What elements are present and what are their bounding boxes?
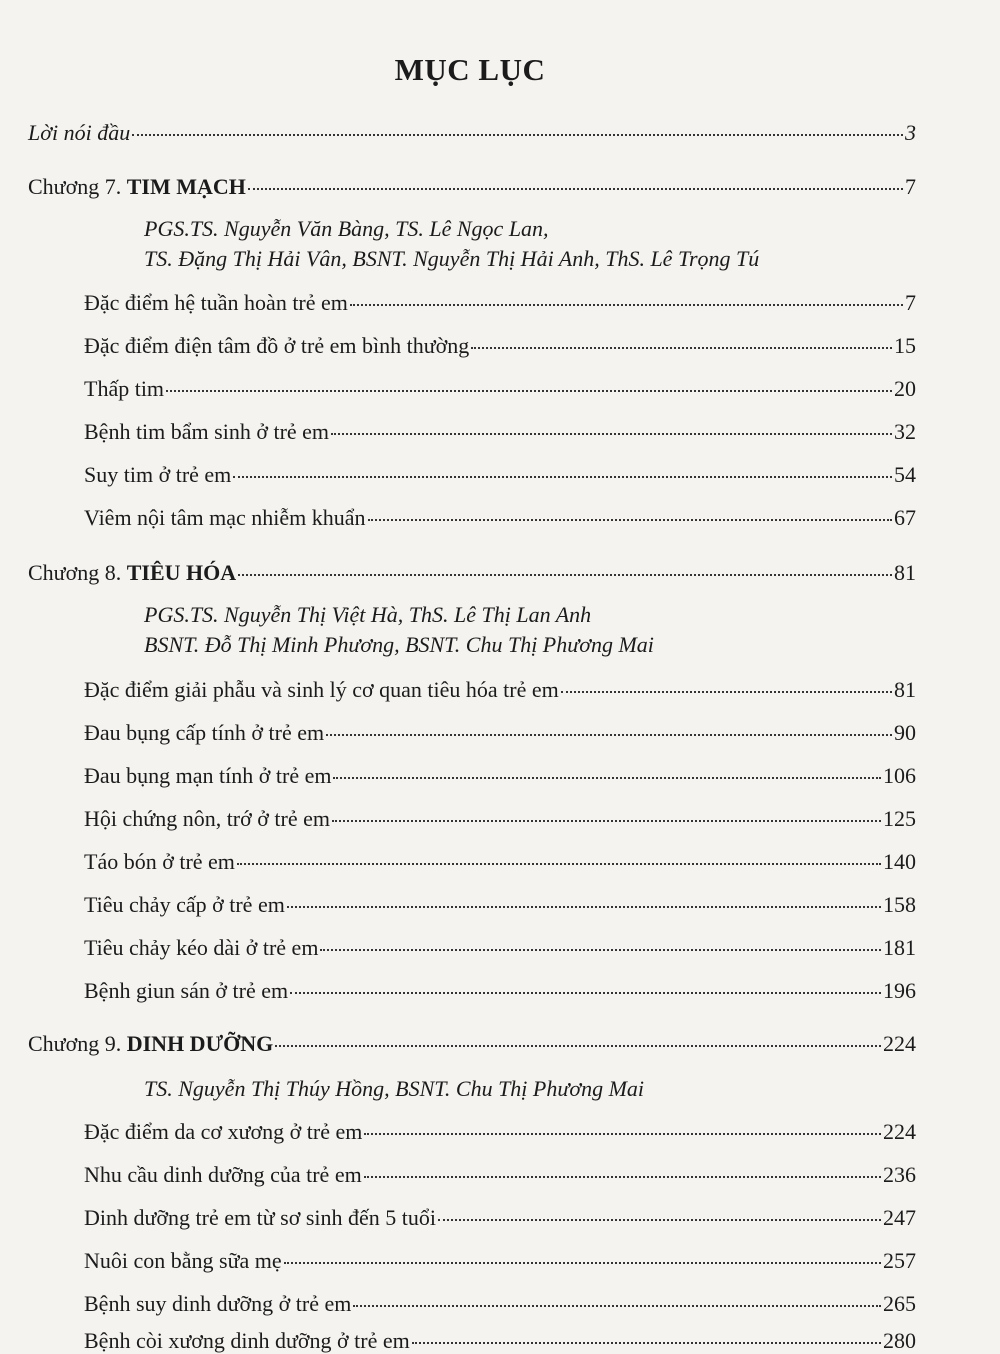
chapter-number: Chương 7.	[28, 174, 122, 199]
toc-chapter-8	[28, 560, 916, 586]
toc-label: Bệnh tim bẩm sinh ở trẻ em	[84, 419, 330, 444]
toc-label: Đặc điểm giải phẫu và sinh lý cơ quan tiêu hóa trẻ em	[84, 677, 559, 702]
toc-label: Bệnh còi xương dinh dưỡng ở trẻ em	[84, 1328, 410, 1353]
author-line: PGS.TS. Nguyễn Văn Bàng, TS. Lê Ngọc Lan,	[144, 216, 549, 241]
toc-page-number: 158	[883, 892, 916, 917]
toc-section	[84, 376, 916, 402]
page-title: MỤC LỤC	[394, 52, 546, 87]
toc-page-number: 257	[883, 1248, 916, 1273]
dot-leader	[350, 304, 903, 306]
toc-label: Dinh dưỡng trẻ em từ sơ sinh đến 5 tuổi	[84, 1205, 437, 1230]
toc-page-number: 247	[883, 1205, 916, 1230]
toc-page-number: 125	[883, 806, 916, 831]
dot-leader	[248, 188, 903, 190]
toc-label: Thấp tim	[84, 376, 165, 401]
dot-leader	[238, 574, 892, 576]
dot-leader	[284, 1262, 881, 1264]
chapter-authors	[144, 600, 654, 660]
toc-label: Viêm nội tâm mạc nhiễm khuẩn	[84, 505, 366, 530]
toc-page-number: 67	[894, 505, 916, 530]
chapter-number: Chương 9.	[28, 1031, 122, 1056]
dot-leader	[333, 777, 881, 779]
author-line: TS. Nguyễn Thị Thúy Hồng, BSNT. Chu Thị Phương Mai	[144, 1076, 645, 1101]
toc-section	[84, 1328, 916, 1354]
dot-leader	[368, 519, 892, 521]
dot-leader	[166, 390, 892, 392]
toc-label: Đau bụng cấp tính ở trẻ em	[84, 720, 325, 745]
toc-page-number: 90	[894, 720, 916, 745]
toc-section	[84, 978, 916, 1004]
toc-label: Đặc điểm da cơ xương ở trẻ em	[84, 1119, 363, 1144]
toc-page-number: 81	[894, 560, 916, 585]
toc-section	[84, 1162, 916, 1188]
dot-leader	[438, 1219, 881, 1221]
toc-label: Đau bụng mạn tính ở trẻ em	[84, 763, 332, 788]
chapter-name: DINH DƯỠNG	[126, 1031, 274, 1056]
toc-label: Tiêu chảy cấp ở trẻ em	[84, 892, 285, 917]
toc-label: Suy tim ở trẻ em	[84, 462, 232, 487]
dot-leader	[237, 863, 881, 865]
toc-section	[84, 849, 916, 875]
toc-section	[84, 290, 916, 316]
author-line: BSNT. Đỗ Thị Minh Phương, BSNT. Chu Thị Phương Mai	[144, 632, 654, 657]
dot-leader	[290, 992, 881, 994]
toc-chapter-9	[28, 1031, 916, 1057]
toc-label: Đặc điểm hệ tuần hoàn trẻ em	[84, 290, 348, 315]
toc-label: Đặc điểm điện tâm đồ ở trẻ em bình thường	[84, 333, 470, 358]
toc-section	[84, 1205, 916, 1231]
dot-leader	[353, 1305, 881, 1307]
dot-leader	[471, 347, 892, 349]
chapter-name: TIÊU HÓA	[126, 560, 237, 585]
toc-label: Nuôi con bằng sữa mẹ	[84, 1248, 282, 1273]
toc-section	[84, 419, 916, 445]
toc-page-number: 106	[883, 763, 916, 788]
author-line: PGS.TS. Nguyễn Thị Việt Hà, ThS. Lê Thị Lan Anh	[144, 602, 592, 627]
toc-section	[84, 1248, 916, 1274]
toc-page-number: 224	[883, 1031, 916, 1056]
toc-page-number: 280	[883, 1328, 916, 1353]
chapter-authors	[144, 214, 759, 274]
toc-section	[84, 1119, 916, 1145]
dot-leader	[132, 134, 903, 136]
toc-entry-front	[28, 120, 916, 146]
toc-label: Lời nói đầu	[28, 120, 131, 145]
toc-page-number: 7	[905, 174, 916, 199]
toc-label: Nhu cầu dinh dưỡng của trẻ em	[84, 1162, 362, 1187]
toc-label: Bệnh suy dinh dưỡng ở trẻ em	[84, 1291, 352, 1316]
toc-page-number: 54	[894, 462, 916, 487]
chapter-authors	[144, 1074, 644, 1104]
toc-page-number: 265	[883, 1291, 916, 1316]
dot-leader	[233, 476, 892, 478]
toc-page-number: 224	[883, 1119, 916, 1144]
toc-page-number: 236	[883, 1162, 916, 1187]
toc-chapter-7	[28, 174, 916, 200]
toc-page-number: 140	[883, 849, 916, 874]
chapter-name: TIM MẠCH	[126, 174, 246, 199]
dot-leader	[364, 1133, 881, 1135]
toc-section	[84, 1291, 916, 1317]
dot-leader	[287, 906, 881, 908]
toc-section	[84, 763, 916, 789]
dot-leader	[326, 734, 892, 736]
toc-section	[84, 806, 916, 832]
toc-page-number: 20	[894, 376, 916, 401]
author-line: TS. Đặng Thị Hải Vân, BSNT. Nguyễn Thị Hải Anh, ThS. Lê Trọng Tú	[144, 246, 760, 271]
dot-leader	[320, 949, 881, 951]
toc-section	[84, 677, 916, 703]
toc-page-number: 7	[905, 290, 916, 315]
toc-section	[84, 462, 916, 488]
toc-page-number: 81	[894, 677, 916, 702]
dot-leader	[412, 1342, 881, 1344]
dot-leader	[332, 820, 881, 822]
toc-section	[84, 892, 916, 918]
toc-section	[84, 505, 916, 531]
toc-page-number: 3	[905, 120, 916, 145]
dot-leader	[364, 1176, 881, 1178]
toc-section	[84, 935, 916, 961]
toc-page-number: 196	[883, 978, 916, 1003]
chapter-number: Chương 8.	[28, 560, 122, 585]
toc-section	[84, 333, 916, 359]
toc-page-number: 15	[894, 333, 916, 358]
toc-label: Táo bón ở trẻ em	[84, 849, 235, 874]
toc-page-number: 32	[894, 419, 916, 444]
dot-leader	[561, 691, 892, 693]
toc-label: Bệnh giun sán ở trẻ em	[84, 978, 289, 1003]
toc-page-number: 181	[883, 935, 916, 960]
toc-section	[84, 720, 916, 746]
dot-leader	[275, 1045, 881, 1047]
toc-label: Tiêu chảy kéo dài ở trẻ em	[84, 935, 319, 960]
dot-leader	[331, 433, 892, 435]
toc-label: Hội chứng nôn, trớ ở trẻ em	[84, 806, 330, 831]
